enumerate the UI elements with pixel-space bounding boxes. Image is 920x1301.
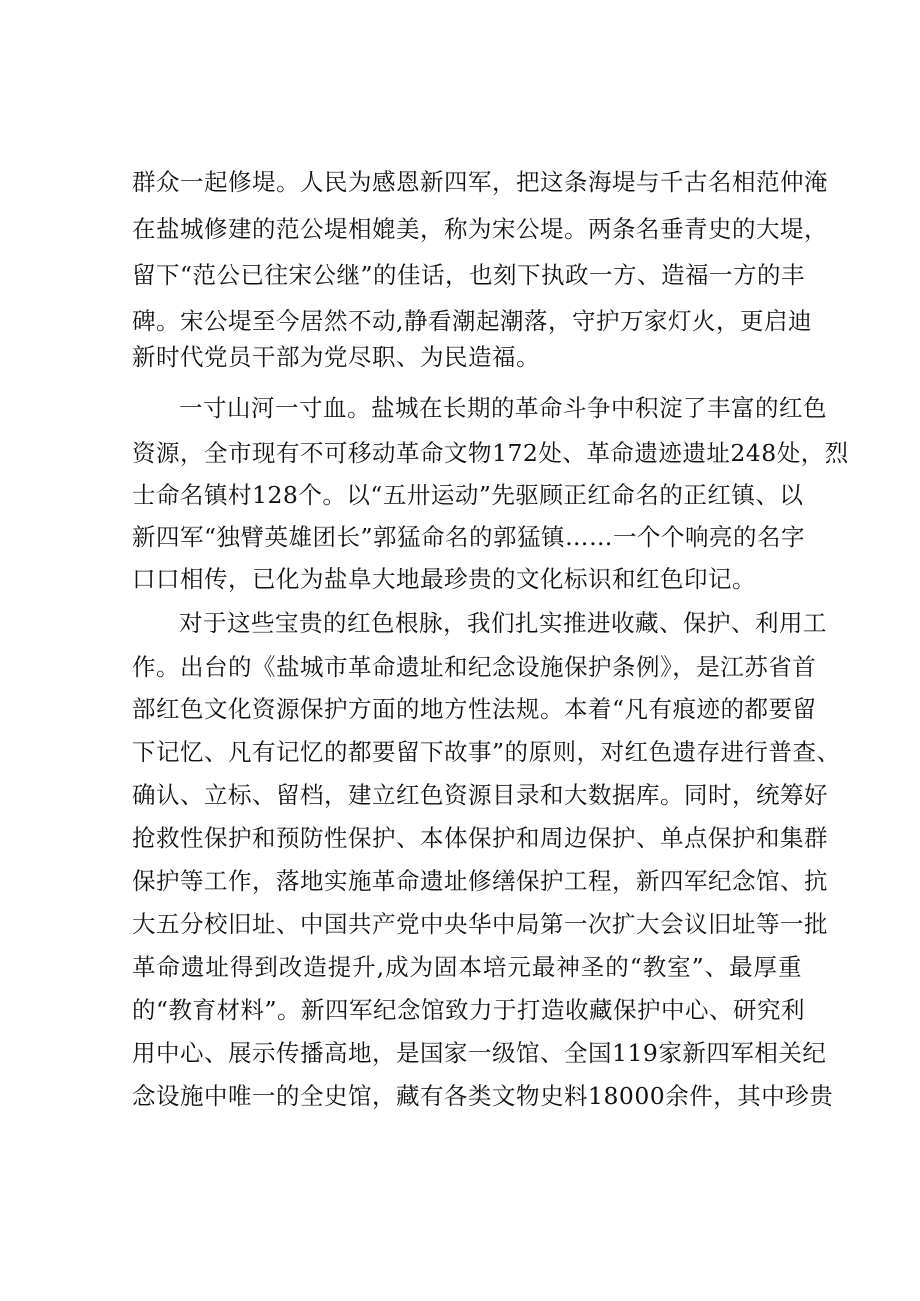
- text-line: 念设施中唯一的全史馆，藏有各类文物史料18000余件，其中珍贵: [132, 1082, 834, 1110]
- text-line: 下记忆、凡有记忆的都要留下故事”的原则，对红色遗存进行普查、: [132, 738, 841, 766]
- text-line: 的“教育材料”。新四军纪念馆致力于打造收藏保护中心、研究利: [132, 996, 806, 1024]
- text-line: 革命遗址得到改造提升,成为固本培元最神圣的“教室”、最厚重: [132, 953, 802, 981]
- text-line: 新时代党员干部为党尽职、为民造福。: [132, 343, 540, 371]
- text-line: 群众一起修堤。人民为感恩新四军，把这条海堤与千古名相范仲淹: [132, 168, 828, 196]
- text-line: 口口相传，已化为盐阜大地最珍贵的文化标识和红色印记。: [132, 565, 756, 593]
- text-line: 一寸山河一寸血。盐城在长期的革命斗争中积淀了丰富的红色: [179, 394, 827, 422]
- text-line: 抢救性保护和预防性保护、本体保护和周边保护、单点保护和集群: [132, 824, 828, 852]
- text-line: 士命名镇村128个。以“五卅运动”先驱顾正红命名的正红镇、以: [132, 481, 804, 509]
- text-line: 大五分校旧址、中国共产党中央华中局第一次扩大会议旧址等一批: [132, 910, 828, 938]
- text-line: 新四军“独臂英雄团长”郭猛命名的郭猛镇……一个个响亮的名字: [132, 523, 806, 551]
- text-line: 保护等工作，落地实施革命遗址修缮保护工程，新四军纪念馆、抗: [132, 867, 828, 895]
- text-line: 作。出台的《盐城市革命遗址和纪念设施保护条例》，是江苏省首: [132, 653, 817, 681]
- text-line: 留下“范公已往宋公继”的佳话，也刻下执政一方、造福一方的丰: [132, 261, 806, 289]
- text-line: 部红色文化资源保护方面的地方性法规。本着“凡有痕迹的都要留: [132, 695, 817, 723]
- text-line: 对于这些宝贵的红色根脉，我们扎实推进收藏、保护、利用工: [179, 609, 827, 637]
- text-line: 碑。宋公堤至今居然不动,静看潮起潮落，守护万家灯火，更启迪: [132, 307, 812, 335]
- text-line: 确认、立标、留档，建立红色资源目录和大数据库。同时，统筹好: [132, 781, 828, 809]
- text-line: 用中心、展示传播高地，是国家一级馆、全国119家新四军相关纪: [132, 1039, 827, 1067]
- text-line: 资源，全市现有不可移动革命文物172处、革命遗迹遗址248处，烈: [132, 439, 849, 467]
- text-line: 在盐城修建的范公堤相媲美，称为宋公堤。两条名垂青史的大堤，: [132, 215, 828, 243]
